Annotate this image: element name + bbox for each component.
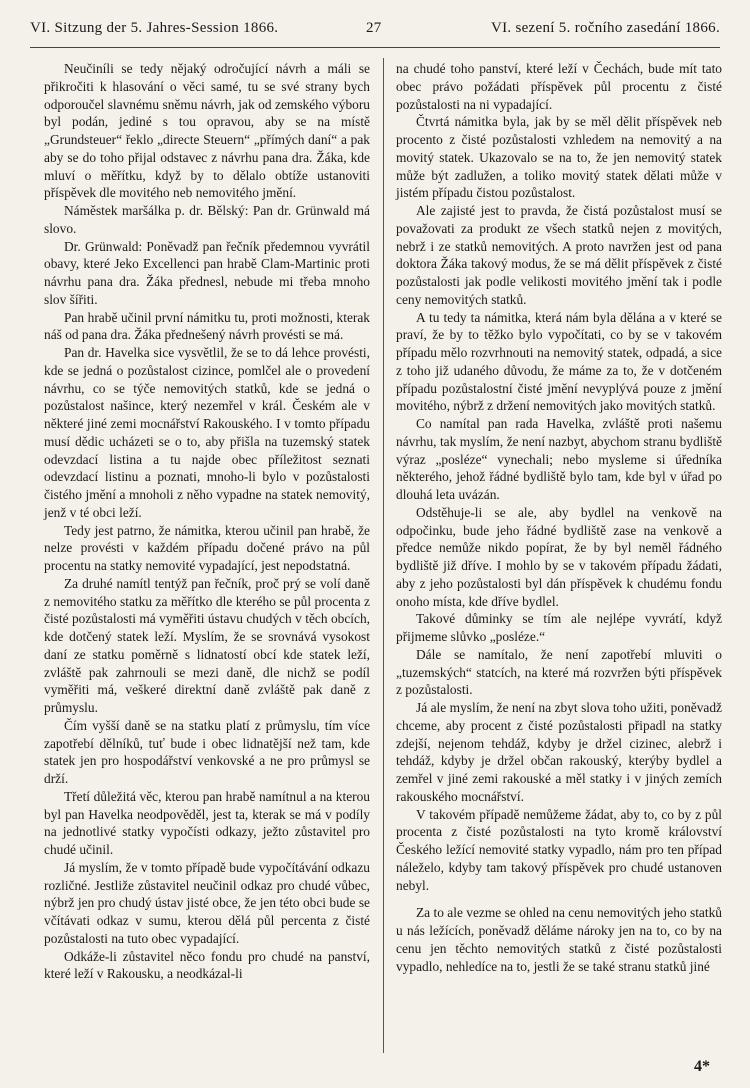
paragraph: Tedy jest patrno, že námitka, kterou učinil pan hrabě, že nelze provésti v každém případu dočené právo na půl procentu na statky nemovité vypadající, jest nepodstatná. — [44, 522, 370, 573]
page-number: 27 — [366, 20, 382, 36]
header-german-title: VI. Sitzung der 5. Jahres-Session 1866. — [30, 20, 279, 36]
paragraph: V takovém případě nemůžeme žádat, aby to, co by z půl procenta z čisté pozůstalosti na tyto kromě království Českého ležící nemovité statky vypadlo, nám pro ten případ náleželo, kdyby tam takový příspěvek pro chudé ustanoven nebyl. — [396, 806, 722, 893]
paragraph: Za to ale vezme se ohled na cenu nemovitých jeho statků u nás ležících, poněvadž děláme nároky jen na to, co by na cenu jen těchto nemovitých statků z čisté pozůstalosti vypadlo, nehledíce na to, jestli že se také stranu statků jiné — [396, 905, 722, 974]
paragraph: Pan hrabě učinil první námitku tu, proti možnosti, kterak náš od pana dra. Žáka přednešený návrh provésti se má. — [44, 309, 370, 343]
paragraph: Já myslím, že v tomto případě bude vypočítávání odkazu rozličné. Jestliže zůstavitel neučinil odkaz pro chudé vůbec, nýbrž jen pro chudý ústav jisté obce, že jen této obci bude se včítávati odkaz v sumu, kterou dělá půl percenta z čisté pozůstalosti na tuto obec vypadající. — [44, 859, 370, 946]
paragraph: Ale zajisté jest to pravda, že čistá pozůstalost musí se považovati za produkt ze všech statků nejen z movitých, nebrž i ze statků nemovitých. A proto navržen jest od pana doktora Žáka takový modus, že se má dělit příspěvek z čisté pozůstalosti jak podle velikosti movitého jmění tak i podle ceny nemovitých statků. — [396, 203, 722, 307]
paragraph: Odstěhuje-li se ale, aby bydlel na venkově na odpočinku, bude jeho řádné bydliště zase na venkově a předce nemůže nikdo popírat, že by byl neměl řádného bydliště již dříve. I mohlo by se v takovém případu žádati, aby z jeho pozůstalosti byl dán příspěvek k chudému fondu onoho místa, kde dříve bydlel. — [396, 504, 722, 609]
paragraph: Náměstek maršálka p. dr. Bělský: Pan dr. Grünwald má slovo. — [44, 203, 370, 236]
signature-mark: 4* — [694, 1058, 710, 1075]
header-rule — [30, 47, 720, 48]
paragraph: na chudé toho panství, které leží v Čechách, bude mít tato obec právo požádati příspěvek půl procentu z čisté pozůstalosti na ni vypadající. — [396, 61, 722, 112]
paragraph: A tu tedy ta námitka, která nám byla dělána a v které se praví, že by to těžko bylo vypočítati, co by se v takovém případu mělo rozvrhnouti na nemovitý statek, odpadá, a sice z toho již udaného důvodu, že máme za to, že v dotčeném případu pozůstalostní čisté jmění nevyplývá pouze z jmění movitého, nýbrž z držení nemovitých jako movitých statků. — [396, 309, 722, 414]
paragraph: Neučiníli se tedy nějaký odročující návrh a máli se přikročiti k hlasování o věci samé, tu se své strany bych odporoučel slavnému sněmu návrh, jak od zemského výboru byl podán, jediné s tou opravou, aby se na místě „Grundsteuer“ řeklo „directe Steuern“ „přímých daní“ a pak aby se do toho přijal odstavec z návrhu pana dra. Žáka, kde mluví o měřítku, když by to dělalo obtíže ustanoviti příspěvek dle movitého neb nemovitého jmění. — [44, 61, 370, 201]
paragraph: Pan dr. Havelka sice vysvětlil, že se to dá lehce provésti, kde se jedná o pozůstalost cizince, pomlčel ale o provedení návrhu, co se týče nemovitých statků, kde se jedná o pozůstalost našince, který nezemřel v král. Českém ale v některé jiné zemi mocnářství Rakouského. I v tomto případu musí dědic ucházeti se o to, aby přišla na tuzemský statek odevzdací listina a tu najde obec příležitost seznati odevzdací listinu a poznati, mnoho-li bylo v pozůstalosti čistého jmění a mnoholi z něho vypadne na statek nemovitý, jenž v té obci leží. — [44, 345, 370, 520]
paragraph: Odkáže-li zůstavitel něco fondu pro chudé na panství, které leží v Rakousku, a neodkázal-li — [44, 948, 370, 982]
paragraph: Já ale myslím, že není na zbyt slova toho užiti, poněvadž chceme, aby procent z čisté pozůstalosti připadl na statky zdejší, nejenom tehdáž, kdyby je držel cizinec, alebrž i tehdáž, kdyby je držel občan rakouský, kterýby bydlel a zemřel v jiné zemi rakouské a měl statky i v jiných zemích rakouského mocnářství. — [396, 700, 722, 804]
paragraph: Dále se namítalo, že není zapotřebí mluviti o „tuzemských“ statcích, na které má rozvržen býti příspěvek z pozůstalosti. — [396, 646, 722, 698]
paragraph: Čím vyšší daně se na statku platí z průmyslu, tím více zapotřebí dělníků, tuť bude i obec lidnatější než tam, kde statek jen pro hospodářství venkovské a ne pro průmysl se drží. — [44, 717, 370, 786]
paragraph: Třetí důležitá věc, kterou pan hrabě namítnul a na kterou byl pan Havelka neodpověděl, jest ta, kterak se má v podíly na jednotlivé statky vypočísti odkazy, ježto zůstavitel pro chudé učinil. — [44, 788, 370, 857]
paragraph: Dr. Grünwald: Poněvadž pan řečník předemnou vyvrátil obavy, které Jeko Excellenci pan hrabě Clam-Martinic proti návrhu pana dra. Žáka přednesl, nebude mi třeba mnoho slov šířiti. — [44, 238, 370, 307]
paragraph: Za druhé namítl tentýž pan řečník, proč prý se volí daně z nemovitého statku za měřítko dle kterého se půl procenta z čisté pozůstalosti má vyměřiti ústavu chudých v těch obcích, kde dotčený statek leží. Myslím, že se srovnává vysokost daní ze statku poměrně s lidnatostí obcí kde statek leží, zvláště pak zahrnouli se mezi daně, dle nichž se podíl vyměřiti má, veškeré direktní daně zvláště pak daně z průmyslu. — [44, 575, 370, 715]
column-divider — [383, 58, 384, 1053]
right-column — [396, 60, 722, 975]
running-header — [30, 20, 720, 46]
paragraph: Co namítal pan rada Havelka, zvláště proti našemu návrhu, tak myslím, že není nazbyt, abychom stranu bydliště výraz „posléze“ vynechali; nebo mysleme si úředníka některého, jehož řádné bydliště bylo tam, kde byl v úřad po dlouhá leta uvázán. — [396, 416, 722, 502]
paragraph: Takové důminky se tím ale nejlépe vyvrátí, když přijmeme slůvko „posléze.“ — [396, 611, 722, 644]
header-czech-title: VI. sezení 5. ročního zasedání 1866. — [490, 20, 720, 36]
paragraph: Čtvrtá námitka byla, jak by se měl dělit příspěvek neb procento z čisté pozůstalosti vzhledem na nemovitý a na movitý statek. Ukazovalo se na to, že jen nemovitý statek může být zadlužen, a toliko movitý statek dělati může v jistém případu čistou pozůstalost. — [396, 114, 722, 201]
left-column — [44, 60, 370, 983]
